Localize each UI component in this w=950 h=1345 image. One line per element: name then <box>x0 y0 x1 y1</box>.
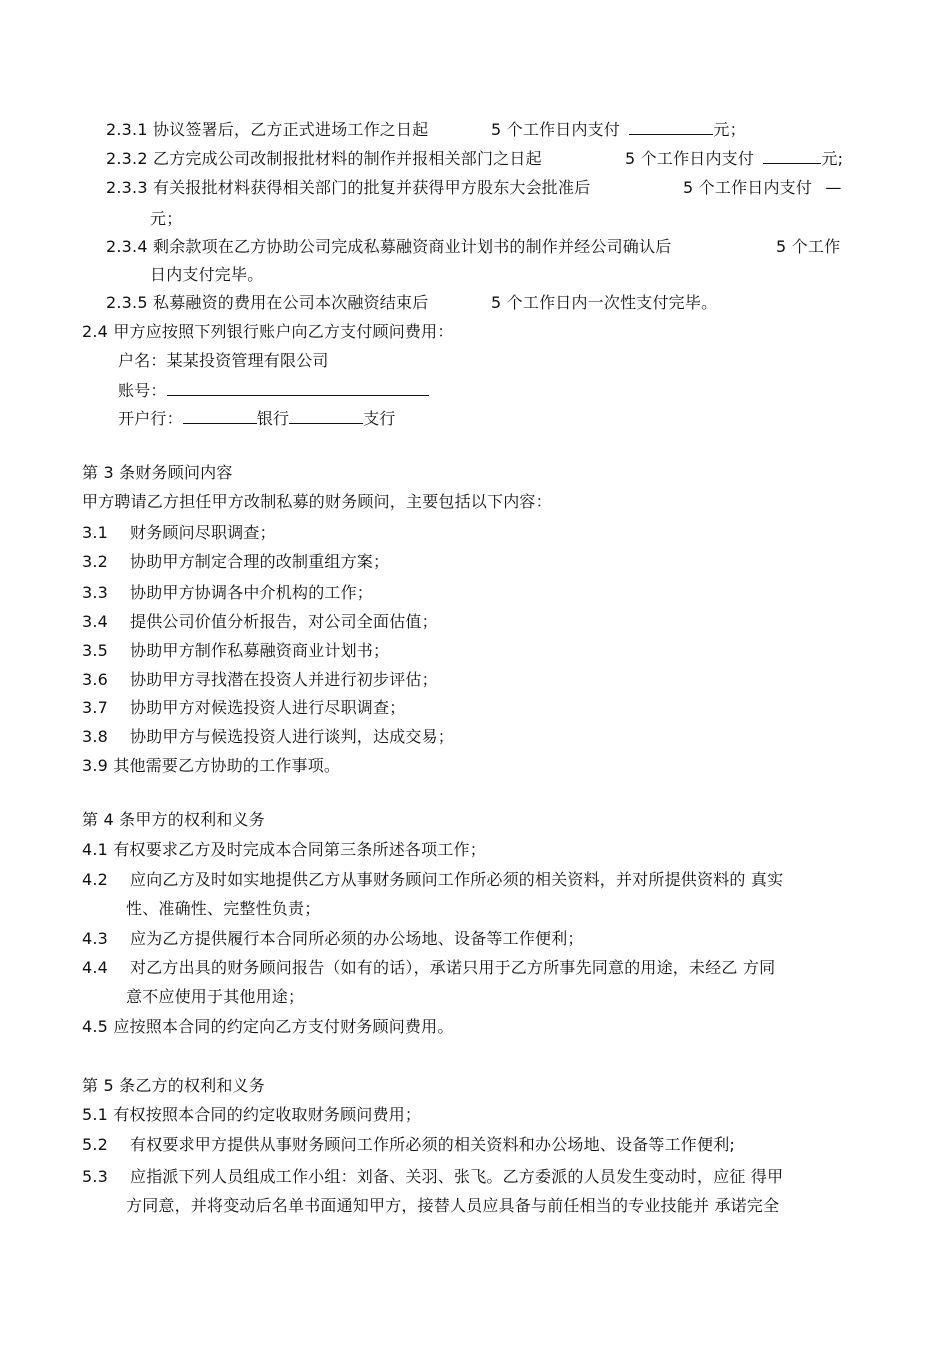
item-2-3-5-days: 5 个工作日内一次性支付完毕。 <box>491 293 718 312</box>
item-2-3-4-cont: 日内支付完毕。 <box>150 265 264 284</box>
branch-blank <box>289 409 363 424</box>
item-2-3-1-days: 5 个工作日内支付 元； <box>491 120 746 139</box>
bank-blank <box>183 409 257 424</box>
item-2-3-5: 2.3.5 私募融资的费用在公司本次融资结束后 <box>106 293 429 312</box>
list-item-last: 3.9 其他需要乙方协助的工作事项。 <box>82 756 341 775</box>
list-item: 3.3 协助甲方协调各中介机构的工作； <box>82 583 374 602</box>
article5-item2: 5.2 有权要求甲方提供从事财务顾问工作所必须的相关资料和办公场地、设备等工作便利; <box>82 1135 735 1154</box>
article4-item5: 4.5 应按照本合同的约定向乙方支付财务顾问费用。 <box>82 1017 454 1036</box>
article4-item4: 4.4 对乙方出具的财务顾问报告（如有的话），承诺只用于乙方所事先同意的用途，未经乙 方同 <box>82 958 776 977</box>
item-2-3-3: 2.3.3 有关报批材料获得相关部门的批复并获得甲方股东大会批准后 <box>106 178 591 197</box>
list-item: 3.5 协助甲方制作私募融资商业计划书； <box>82 641 390 660</box>
list-item: 3.1 财务顾问尽职调查； <box>82 523 276 542</box>
article4-item2-cont: 性、准确性、完整性负责； <box>126 899 321 918</box>
article5-item3: 5.3 应指派下列人员组成工作小组：刘备、关羽、张飞。乙方委派的人员发生变动时，应征 得甲 <box>82 1167 784 1186</box>
article4-title: 第 4 条甲方的权利和义务 <box>82 810 265 829</box>
amount-blank <box>763 149 821 164</box>
list-item: 3.4 提供公司价值分析报告，对公司全面估值； <box>82 612 438 631</box>
list-item: 3.7 协助甲方对候选投资人进行尽职调查； <box>82 698 406 717</box>
account-number-blank <box>167 381 429 396</box>
article4-item4-cont: 意不应使用于其他用途； <box>126 987 305 1006</box>
item-2-3-4-days: 5 个工作 <box>776 237 841 256</box>
bank-intro: 2.4 甲方应按照下列银行账户向乙方支付顾问费用： <box>82 322 454 341</box>
account-name: 户名：某某投资管理有限公司 <box>118 351 329 370</box>
article5-item1: 5.1 有权按照本合同的约定收取财务顾问费用； <box>82 1105 422 1124</box>
list-item: 3.6 协助甲方寻找潜在投资人并进行初步评估； <box>82 670 438 689</box>
list-item: 3.8 协助甲方与候选投资人进行谈判，达成交易； <box>82 727 455 746</box>
article3-title: 第 3 条财务顾问内容 <box>82 463 233 482</box>
article5-item3-cont: 方同意，并将变动后名单书面通知甲方，接替人员应具备与前任相当的专业技能并 承诺完全 <box>126 1196 780 1215</box>
article4-item2: 4.2 应向乙方及时如实地提供乙方从事财务顾问工作所必须的相关资料，并对所提供资料的 真实 <box>82 870 784 889</box>
item-text: 2.3.1 协议签署后，乙方正式进场工作之日起 <box>106 120 429 139</box>
item-2-3-2-days: 5 个工作日内支付 元; <box>625 149 844 168</box>
article3-intro: 甲方聘请乙方担任甲方改制私募的财务顾问，主要包括以下内容： <box>82 492 552 511</box>
item-2-3-3-cont: 元； <box>150 209 183 228</box>
item-2-3-4: 2.3.4 剩余款项在乙方协助公司完成私募融资商业计划书的制作并经公司确认后 <box>106 237 672 256</box>
article5-title: 第 5 条乙方的权利和义务 <box>82 1076 265 1095</box>
item-2-3-3-days: 5 个工作日内支付 — <box>683 178 842 197</box>
item-2-3-2: 2.3.2 乙方完成公司改制报批材料的制作并报相关部门之日起 <box>106 149 542 168</box>
amount-blank <box>629 120 713 135</box>
article4-item3: 4.3 应为乙方提供履行本合同所必须的办公场地、设备等工作便利； <box>82 929 584 948</box>
bank-branch: 开户行： 银行 支行 <box>118 409 396 428</box>
item-2-3-1 <box>106 120 428 140</box>
account-number: 账号： <box>118 381 429 401</box>
list-item: 3.2 协助甲方制定合理的改制重组方案； <box>82 552 390 571</box>
article4-item1: 4.1 有权要求乙方及时完成本合同第三条所述各项工作； <box>82 840 486 859</box>
